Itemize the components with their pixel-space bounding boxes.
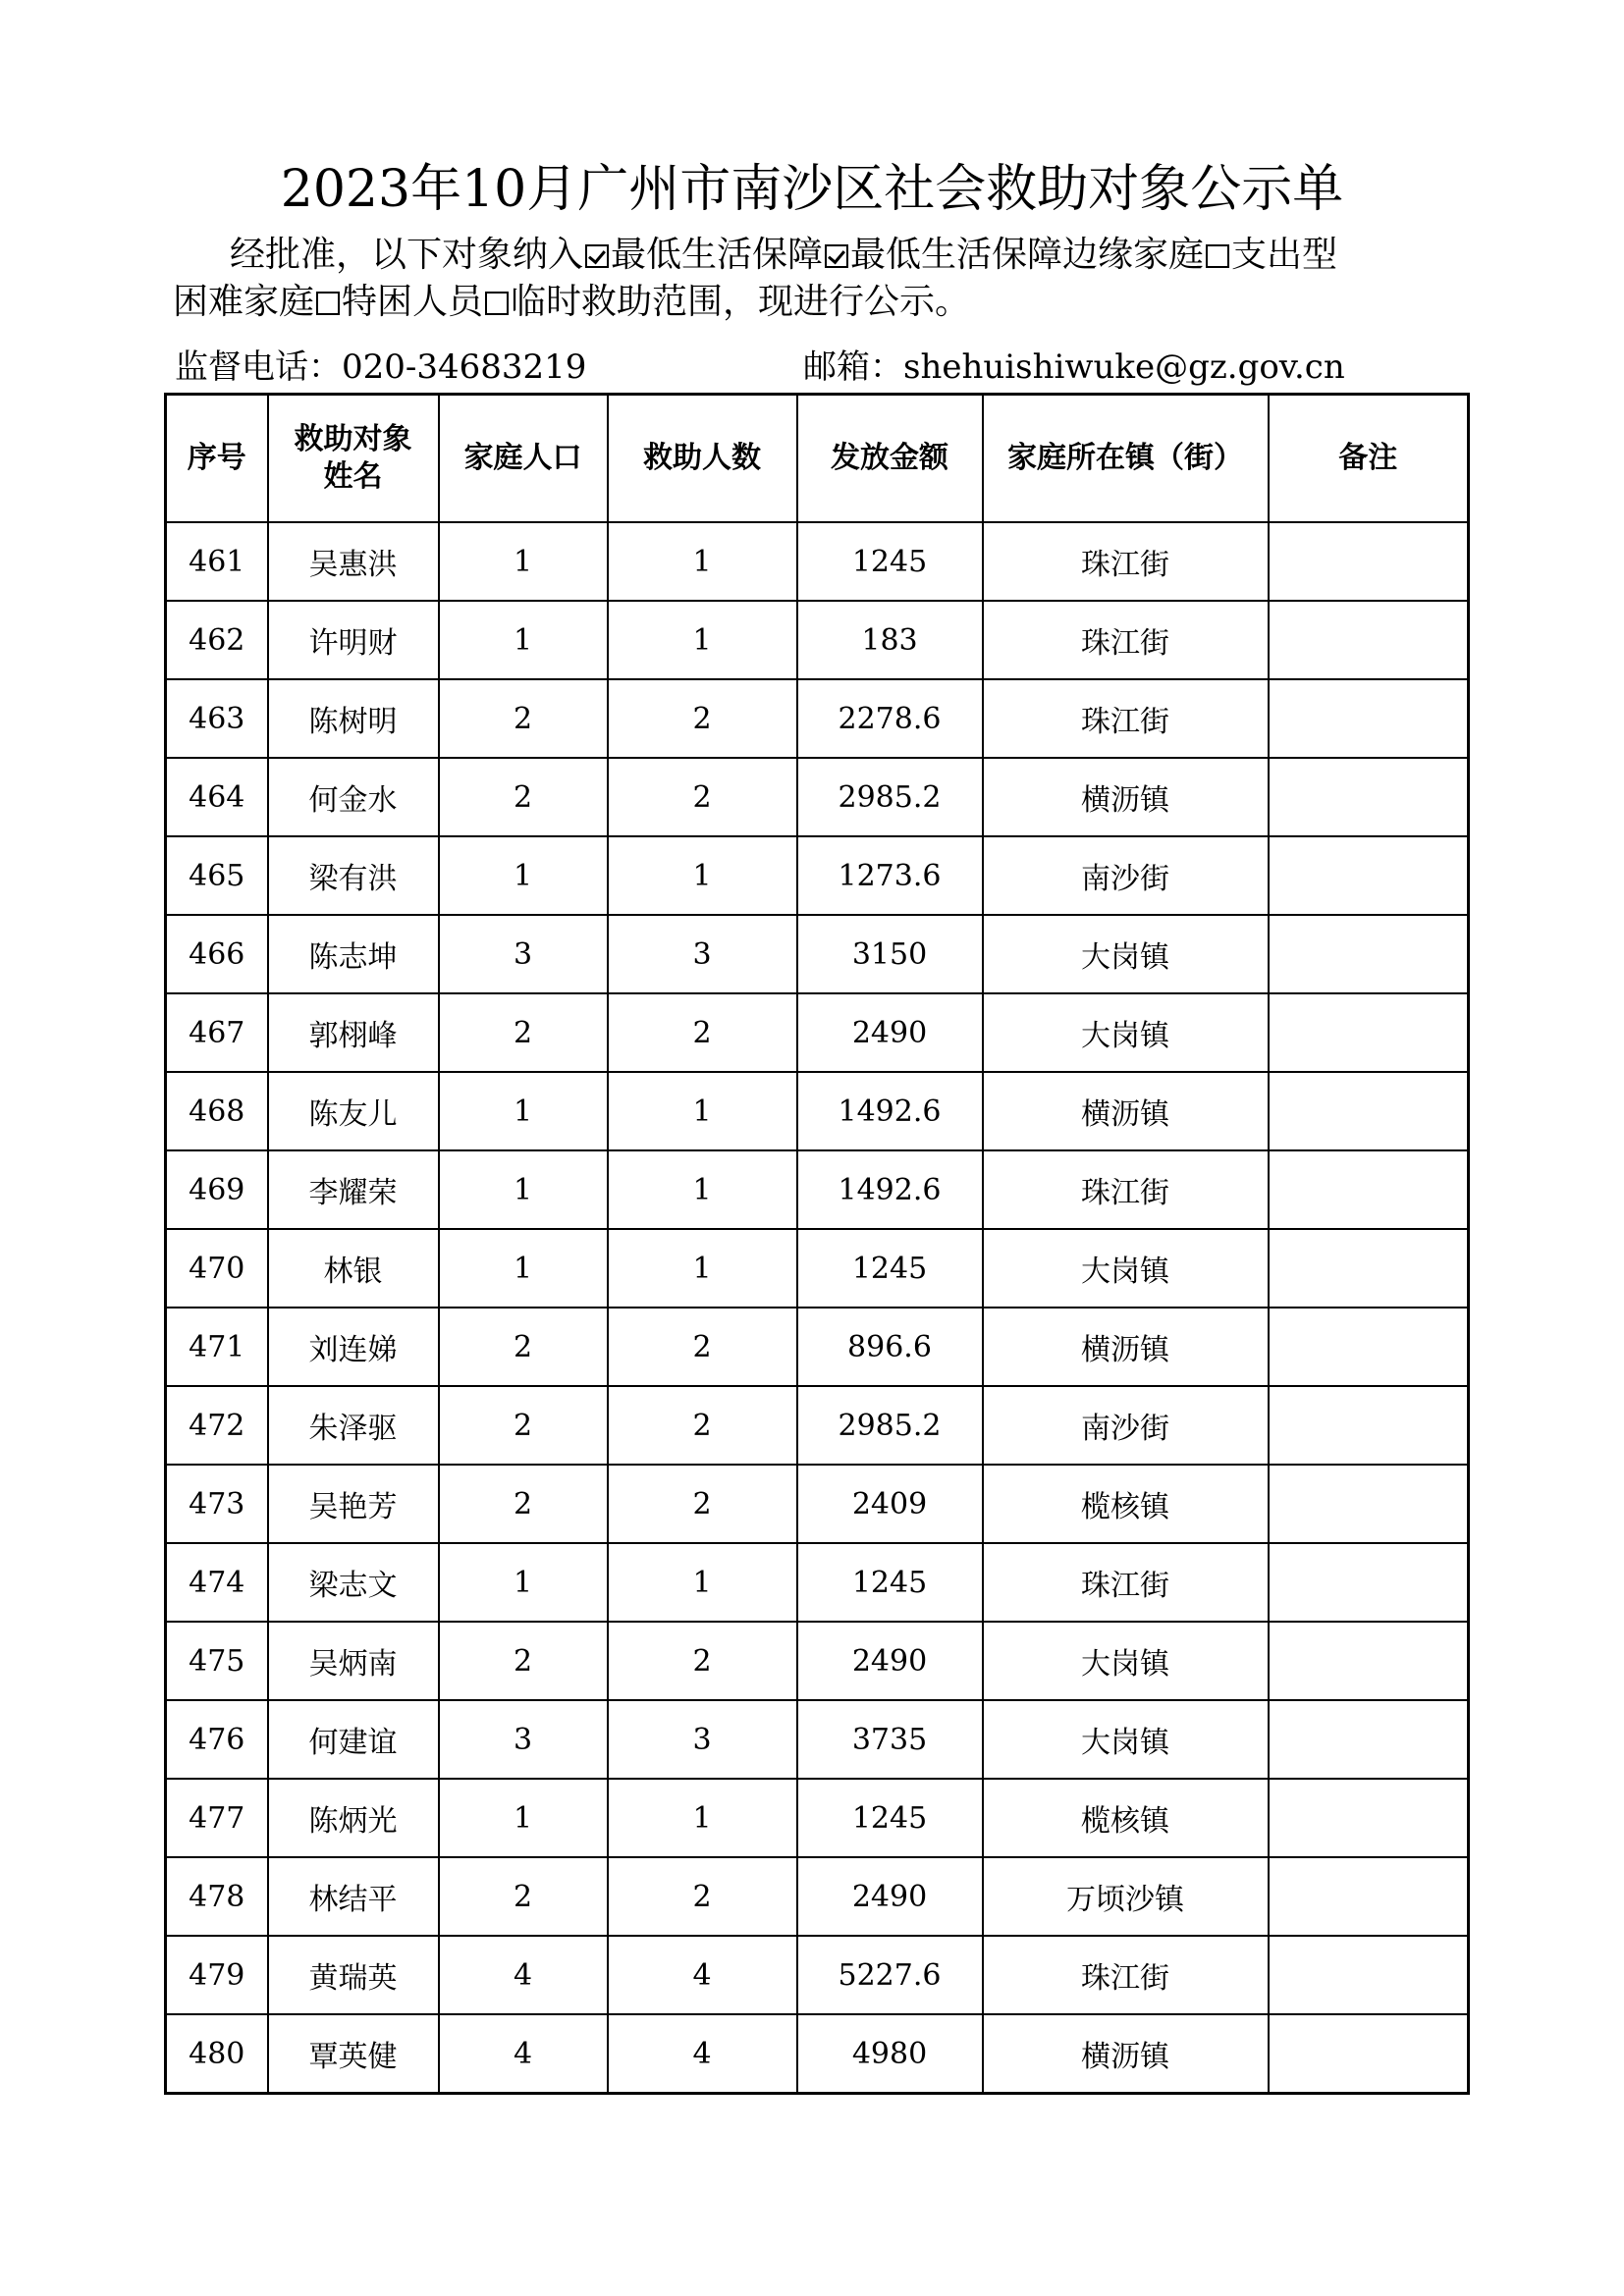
cell-household-size: 4: [439, 1936, 608, 2014]
cell-serial: 480: [166, 2014, 268, 2094]
cell-recipient-name: 何建谊: [268, 1700, 439, 1779]
checkbox-icon: [485, 292, 509, 315]
cell-remarks: [1269, 836, 1469, 915]
cell-household-size: 1: [439, 1779, 608, 1857]
cell-recipient-name: 陈树明: [268, 679, 439, 758]
cell-town: 万顷沙镇: [983, 1857, 1269, 1936]
cell-aided-count: 1: [608, 1543, 797, 1622]
cell-amount: 1273.6: [797, 836, 983, 915]
cell-town: 珠江街: [983, 601, 1269, 679]
cell-serial: 466: [166, 915, 268, 993]
cell-aided-count: 2: [608, 1622, 797, 1700]
cell-remarks: [1269, 1779, 1469, 1857]
cell-amount: 3735: [797, 1700, 983, 1779]
cell-aided-count: 3: [608, 1700, 797, 1779]
cell-serial: 467: [166, 993, 268, 1072]
header-aided-count: 救助人数: [608, 395, 797, 523]
cell-serial: 462: [166, 601, 268, 679]
cell-amount: 1245: [797, 522, 983, 601]
header-recipient-name: [268, 395, 439, 523]
cell-remarks: [1269, 601, 1469, 679]
cell-recipient-name: 刘连娣: [268, 1308, 439, 1386]
cell-aided-count: 3: [608, 915, 797, 993]
intro-line-1: [173, 232, 1479, 279]
cell-recipient-name: 梁有洪: [268, 836, 439, 915]
cell-amount: 2490: [797, 1622, 983, 1700]
cell-recipient-name: 朱泽驱: [268, 1386, 439, 1465]
cell-town: 珠江街: [983, 679, 1269, 758]
cell-town: 大岗镇: [983, 993, 1269, 1072]
cell-recipient-name: 陈志坤: [268, 915, 439, 993]
cell-amount: 183: [797, 601, 983, 679]
cell-amount: 2490: [797, 1857, 983, 1936]
table-row: [166, 1072, 1469, 1150]
header-name-line1: 救助对象: [294, 422, 412, 456]
cell-aided-count: 2: [608, 1386, 797, 1465]
table-row: [166, 1543, 1469, 1622]
cell-remarks: [1269, 1622, 1469, 1700]
cell-serial: 474: [166, 1543, 268, 1622]
table-row: [166, 915, 1469, 993]
cell-aided-count: 1: [608, 601, 797, 679]
cell-amount: 2409: [797, 1465, 983, 1543]
cell-town: 横沥镇: [983, 1308, 1269, 1386]
checkbox-icon: [1206, 244, 1229, 268]
checkbox-icon: [316, 292, 340, 315]
option-label-part: 支出型: [1231, 235, 1338, 275]
cell-serial: 469: [166, 1150, 268, 1229]
cell-household-size: 2: [439, 993, 608, 1072]
cell-remarks: [1269, 522, 1469, 601]
cell-amount: 2985.2: [797, 758, 983, 836]
cell-recipient-name: 林银: [268, 1229, 439, 1308]
cell-aided-count: 4: [608, 1936, 797, 2014]
cell-amount: 896.6: [797, 1308, 983, 1386]
table-row: [166, 1150, 1469, 1229]
cell-remarks: [1269, 993, 1469, 1072]
cell-recipient-name: 梁志文: [268, 1543, 439, 1622]
cell-recipient-name: 陈炳光: [268, 1779, 439, 1857]
cell-serial: 475: [166, 1622, 268, 1700]
cell-household-size: 1: [439, 836, 608, 915]
cell-serial: 472: [166, 1386, 268, 1465]
cell-remarks: [1269, 1936, 1469, 2014]
cell-aided-count: 2: [608, 758, 797, 836]
table-row: [166, 1700, 1469, 1779]
cell-serial: 464: [166, 758, 268, 836]
cell-recipient-name: 黄瑞英: [268, 1936, 439, 2014]
cell-household-size: 2: [439, 1622, 608, 1700]
cell-aided-count: 4: [608, 2014, 797, 2094]
cell-recipient-name: 陈友儿: [268, 1072, 439, 1150]
cell-amount: 4980: [797, 2014, 983, 2094]
cell-serial: 479: [166, 1936, 268, 2014]
cell-remarks: [1269, 915, 1469, 993]
cell-town: 榄核镇: [983, 1779, 1269, 1857]
cell-town: 大岗镇: [983, 915, 1269, 993]
cell-amount: 2278.6: [797, 679, 983, 758]
cell-household-size: 2: [439, 1386, 608, 1465]
table-row: [166, 758, 1469, 836]
cell-serial: 465: [166, 836, 268, 915]
contact-email: 邮箱：shehuishiwuke@gz.gov.cn: [803, 347, 1345, 387]
cell-town: 大岗镇: [983, 1229, 1269, 1308]
cell-recipient-name: 郭栩峰: [268, 993, 439, 1072]
option-label: 临时救助: [511, 282, 653, 322]
cell-amount: 1245: [797, 1779, 983, 1857]
cell-household-size: 2: [439, 1857, 608, 1936]
cell-recipient-name: 覃英健: [268, 2014, 439, 2094]
cell-household-size: 1: [439, 601, 608, 679]
cell-recipient-name: 吴艳芳: [268, 1465, 439, 1543]
checkbox-icon: [825, 244, 848, 268]
cell-recipient-name: 何金水: [268, 758, 439, 836]
cell-household-size: 1: [439, 1229, 608, 1308]
cell-amount: 3150: [797, 915, 983, 993]
cell-aided-count: 2: [608, 1465, 797, 1543]
table-header-row: [166, 395, 1469, 523]
recipient-table: [164, 393, 1470, 2095]
cell-remarks: [1269, 758, 1469, 836]
cell-recipient-name: 李耀荣: [268, 1150, 439, 1229]
cell-household-size: 1: [439, 1543, 608, 1622]
table-row: [166, 679, 1469, 758]
option-label-part: 困难家庭: [173, 282, 315, 322]
cell-serial: 468: [166, 1072, 268, 1150]
table-body: [166, 522, 1469, 2094]
cell-recipient-name: 林结平: [268, 1857, 439, 1936]
cell-aided-count: 2: [608, 1308, 797, 1386]
table-row: [166, 1465, 1469, 1543]
cell-serial: 461: [166, 522, 268, 601]
cell-household-size: 1: [439, 522, 608, 601]
cell-remarks: [1269, 1700, 1469, 1779]
cell-household-size: 2: [439, 1465, 608, 1543]
cell-household-size: 2: [439, 679, 608, 758]
cell-town: 横沥镇: [983, 758, 1269, 836]
cell-amount: 1492.6: [797, 1150, 983, 1229]
cell-serial: 477: [166, 1779, 268, 1857]
cell-amount: 1492.6: [797, 1072, 983, 1150]
cell-remarks: [1269, 1386, 1469, 1465]
cell-aided-count: 1: [608, 1150, 797, 1229]
table-row: [166, 601, 1469, 679]
cell-recipient-name: 吴炳南: [268, 1622, 439, 1700]
table-row: [166, 522, 1469, 601]
cell-aided-count: 2: [608, 993, 797, 1072]
cell-household-size: 3: [439, 1700, 608, 1779]
checkbox-icon: [585, 244, 609, 268]
cell-town: 珠江街: [983, 1543, 1269, 1622]
cell-remarks: [1269, 1308, 1469, 1386]
supervision-phone: 监督电话：020-34683219: [175, 347, 587, 387]
cell-remarks: [1269, 2014, 1469, 2094]
cell-serial: 470: [166, 1229, 268, 1308]
header-household-size: 家庭人口: [439, 395, 608, 523]
header-remarks: 备注: [1269, 395, 1469, 523]
cell-town: 珠江街: [983, 522, 1269, 601]
header-name-line2: 姓名: [323, 459, 383, 494]
cell-remarks: [1269, 1857, 1469, 1936]
cell-household-size: 1: [439, 1150, 608, 1229]
cell-town: 大岗镇: [983, 1622, 1269, 1700]
cell-serial: 476: [166, 1700, 268, 1779]
header-town: 家庭所在镇（街）: [983, 395, 1269, 523]
cell-remarks: [1269, 1465, 1469, 1543]
intro-paragraph: [173, 232, 1479, 326]
cell-amount: 2490: [797, 993, 983, 1072]
cell-aided-count: 1: [608, 1779, 797, 1857]
cell-aided-count: 1: [608, 522, 797, 601]
cell-amount: 2985.2: [797, 1386, 983, 1465]
cell-remarks: [1269, 1072, 1469, 1150]
table-row: [166, 1936, 1469, 2014]
cell-town: 横沥镇: [983, 1072, 1269, 1150]
table-row: [166, 1229, 1469, 1308]
cell-serial: 471: [166, 1308, 268, 1386]
table-row: [166, 2014, 1469, 2094]
cell-town: 榄核镇: [983, 1465, 1269, 1543]
cell-serial: 478: [166, 1857, 268, 1936]
header-amount: 发放金额: [797, 395, 983, 523]
table-row: [166, 1386, 1469, 1465]
option-label: 特困人员: [342, 282, 484, 322]
cell-remarks: [1269, 1229, 1469, 1308]
cell-town: 珠江街: [983, 1150, 1269, 1229]
cell-aided-count: 1: [608, 836, 797, 915]
intro-tail: 范围，现进行公示。: [652, 282, 971, 322]
intro-line-2: [173, 279, 1479, 326]
page-title: 2023年10月广州市南沙区社会救助对象公示单: [280, 160, 1344, 219]
cell-town: 南沙街: [983, 836, 1269, 915]
option-label: 最低生活保障: [611, 235, 824, 275]
cell-recipient-name: 许明财: [268, 601, 439, 679]
table-row: [166, 1308, 1469, 1386]
table-row: [166, 1857, 1469, 1936]
cell-serial: 463: [166, 679, 268, 758]
cell-remarks: [1269, 1150, 1469, 1229]
cell-aided-count: 1: [608, 1229, 797, 1308]
table-row: [166, 993, 1469, 1072]
table-row: [166, 1779, 1469, 1857]
cell-serial: 473: [166, 1465, 268, 1543]
cell-remarks: [1269, 1543, 1469, 1622]
table-row: [166, 1622, 1469, 1700]
cell-aided-count: 1: [608, 1072, 797, 1150]
option-label: 最低生活保障边缘家庭: [850, 235, 1205, 275]
cell-household-size: 4: [439, 2014, 608, 2094]
cell-amount: 1245: [797, 1229, 983, 1308]
cell-amount: 1245: [797, 1543, 983, 1622]
table-row: [166, 836, 1469, 915]
cell-household-size: 2: [439, 758, 608, 836]
header-serial: 序号: [166, 395, 268, 523]
cell-household-size: 2: [439, 1308, 608, 1386]
cell-aided-count: 2: [608, 679, 797, 758]
cell-household-size: 3: [439, 915, 608, 993]
intro-lead: 经批准，以下对象纳入: [230, 235, 584, 275]
cell-town: 大岗镇: [983, 1700, 1269, 1779]
cell-amount: 5227.6: [797, 1936, 983, 2014]
cell-town: 横沥镇: [983, 2014, 1269, 2094]
cell-town: 珠江街: [983, 1936, 1269, 2014]
cell-town: 南沙街: [983, 1386, 1269, 1465]
cell-household-size: 1: [439, 1072, 608, 1150]
cell-aided-count: 2: [608, 1857, 797, 1936]
cell-remarks: [1269, 679, 1469, 758]
cell-recipient-name: 吴惠洪: [268, 522, 439, 601]
